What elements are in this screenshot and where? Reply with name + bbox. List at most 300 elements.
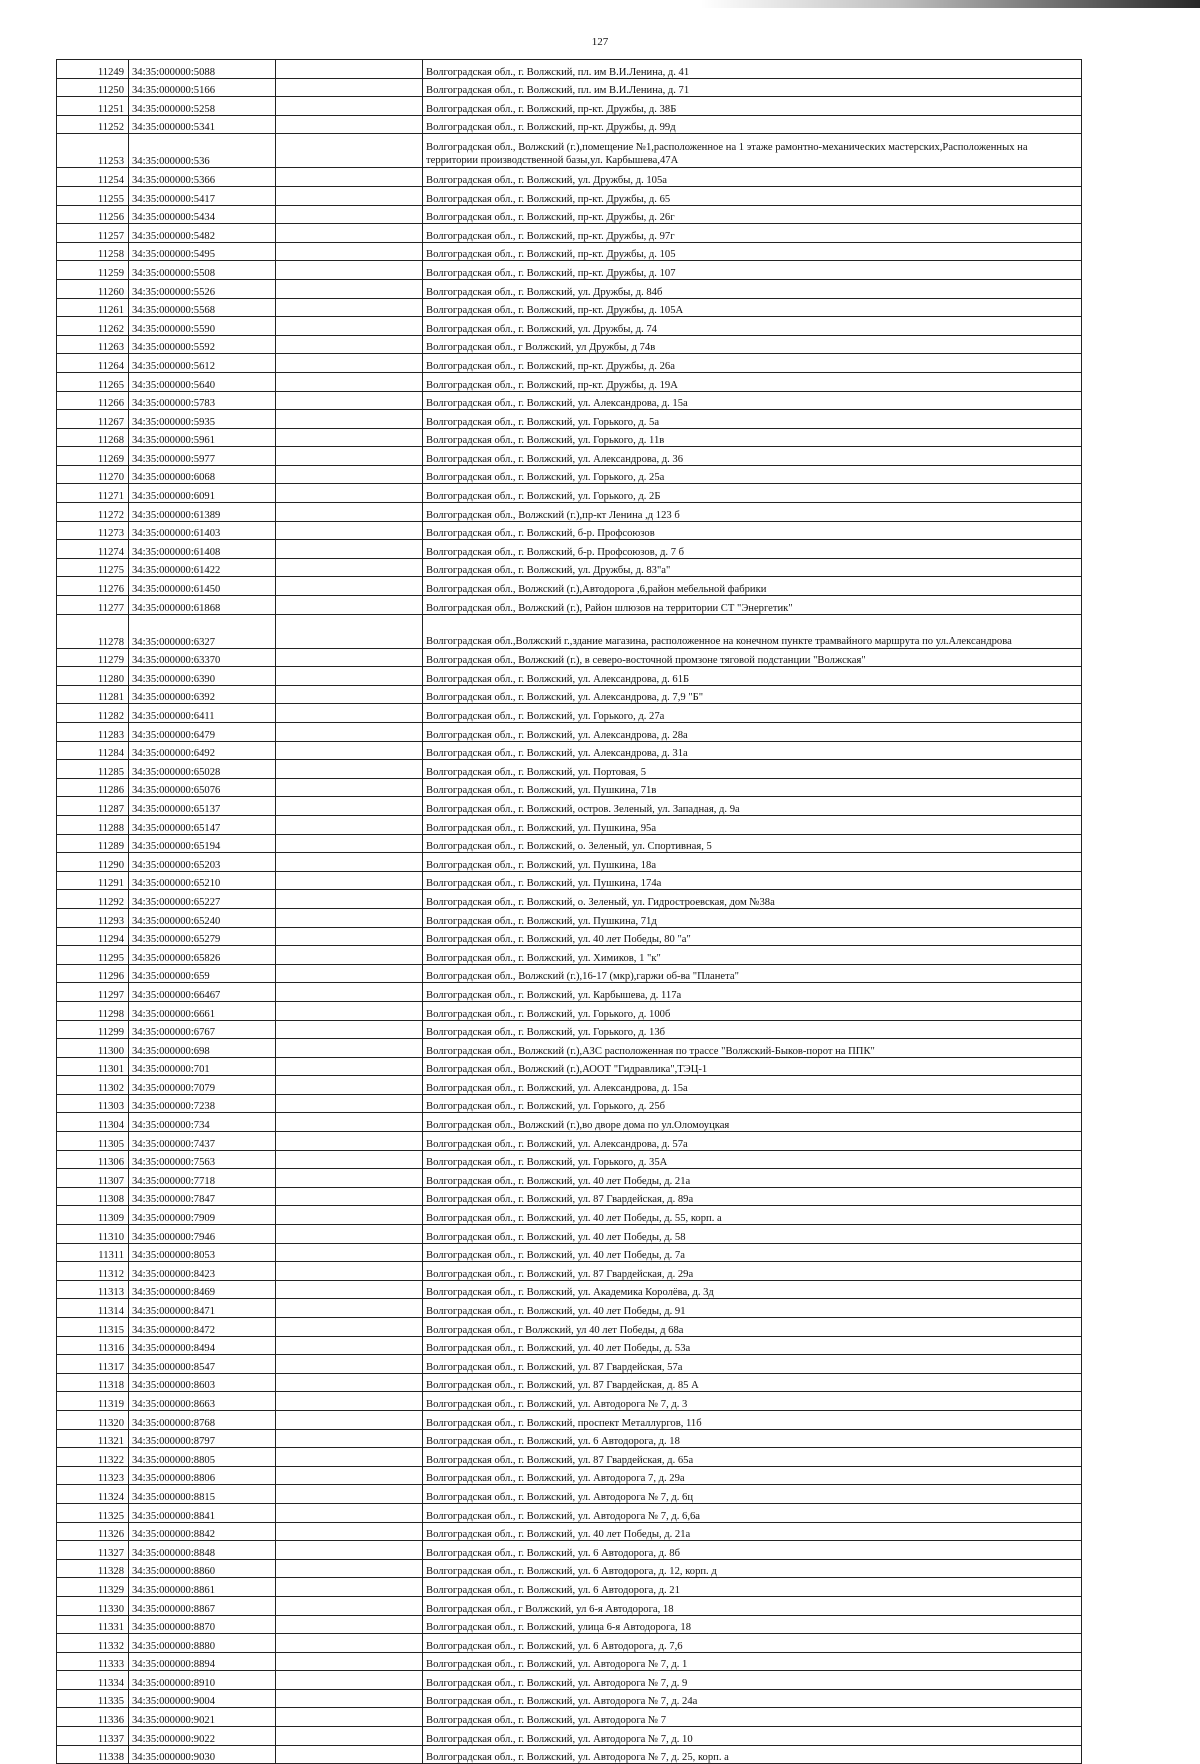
address: Волгоградская обл., г. Волжский, ул. Автодорога № 7, д. 9 — [423, 1671, 1082, 1690]
address: Волгоградская обл., г. Волжский, б-р. Профсоюзов, д. 7 б — [423, 540, 1082, 559]
address: Волгоградская обл., г. Волжский, пр-кт. Дружбы, д. 19А — [423, 372, 1082, 391]
cadastral-number: 34:35:000000:8815 — [129, 1485, 276, 1504]
row-number: 11266 — [57, 391, 129, 410]
address: Волгоградская обл., г. Волжский, ул. Автодорога 7, д. 29а — [423, 1466, 1082, 1485]
table-row — [57, 484, 1082, 503]
row-number: 11337 — [57, 1727, 129, 1746]
row-number: 11295 — [57, 946, 129, 965]
address: Волгоградская обл., г. Волжский, ул. Дружбы, д. 83"а" — [423, 558, 1082, 577]
row-number: 11274 — [57, 540, 129, 559]
cadastral-number: 34:35:000000:8805 — [129, 1448, 276, 1467]
empty-cell — [276, 134, 423, 168]
cadastral-number: 34:35:000000:8494 — [129, 1336, 276, 1355]
row-number: 11283 — [57, 723, 129, 742]
cadastral-number: 34:35:000000:6327 — [129, 614, 276, 648]
empty-cell — [276, 1206, 423, 1225]
empty-cell — [276, 685, 423, 704]
address: Волгоградская обл., г. Волжский, ул. Горького, д. 13б — [423, 1020, 1082, 1039]
property-registry-table — [56, 59, 1082, 1764]
table-row — [57, 853, 1082, 872]
row-number: 11291 — [57, 871, 129, 890]
row-number: 11289 — [57, 834, 129, 853]
cadastral-number: 34:35:000000:7563 — [129, 1150, 276, 1169]
table-row — [57, 1634, 1082, 1653]
cadastral-number: 34:35:000000:6661 — [129, 1001, 276, 1020]
cadastral-number: 34:35:000000:5258 — [129, 97, 276, 116]
address: Волгоградская обл., г. Волжский, ул. Автодорога № 7 — [423, 1708, 1082, 1727]
empty-cell — [276, 558, 423, 577]
row-number: 11301 — [57, 1057, 129, 1076]
table-row — [57, 335, 1082, 354]
scan-edge-streak — [700, 0, 1200, 8]
cadastral-number: 34:35:000000:9021 — [129, 1708, 276, 1727]
cadastral-number: 34:35:000000:5640 — [129, 372, 276, 391]
cadastral-number: 34:35:000000:5434 — [129, 205, 276, 224]
address: Волгоградская обл., г. Волжский, ул. Александрова, д. 28а — [423, 723, 1082, 742]
address: Волгоградская обл., г. Волжский, проспект Металлургов, 11б — [423, 1410, 1082, 1429]
empty-cell — [276, 1466, 423, 1485]
cadastral-number: 34:35:000000:65203 — [129, 853, 276, 872]
cadastral-number: 34:35:000000:65826 — [129, 946, 276, 965]
cadastral-number: 34:35:000000:5590 — [129, 317, 276, 336]
table-row — [57, 760, 1082, 779]
cadastral-number: 34:35:000000:9030 — [129, 1745, 276, 1764]
address: Волгоградская обл., г. Волжский, пл. им В.И.Ленина, д. 41 — [423, 60, 1082, 79]
table-row — [57, 1410, 1082, 1429]
row-number: 11297 — [57, 983, 129, 1002]
cadastral-number: 34:35:000000:698 — [129, 1039, 276, 1058]
address: Волгоградская обл., г. Волжский, ул. Автодорога № 7, д. 24а — [423, 1689, 1082, 1708]
empty-cell — [276, 1355, 423, 1374]
row-number: 11298 — [57, 1001, 129, 1020]
address: Волгоградская обл., г. Волжский, ул. 87 Гвардейская, 57а — [423, 1355, 1082, 1374]
row-number: 11327 — [57, 1541, 129, 1560]
table-row — [57, 168, 1082, 187]
table-row — [57, 1001, 1082, 1020]
table-row — [57, 1280, 1082, 1299]
cadastral-number: 34:35:000000:8841 — [129, 1503, 276, 1522]
cadastral-number: 34:35:000000:5961 — [129, 428, 276, 447]
table-row — [57, 964, 1082, 983]
table-row — [57, 354, 1082, 373]
row-number: 11284 — [57, 741, 129, 760]
table-row — [57, 317, 1082, 336]
cadastral-number: 34:35:000000:5592 — [129, 335, 276, 354]
empty-cell — [276, 1708, 423, 1727]
cadastral-number: 34:35:000000:701 — [129, 1057, 276, 1076]
row-number: 11275 — [57, 558, 129, 577]
address: Волгоградская обл., г. Волжский, ул. 87 Гвардейская, д. 65а — [423, 1448, 1082, 1467]
row-number: 11280 — [57, 667, 129, 686]
table-row — [57, 927, 1082, 946]
empty-cell — [276, 1671, 423, 1690]
row-number: 11255 — [57, 186, 129, 205]
empty-cell — [276, 908, 423, 927]
empty-cell — [276, 372, 423, 391]
empty-cell — [276, 503, 423, 522]
table-row — [57, 778, 1082, 797]
address: Волгоградская обл., г. Волжский, ул. Автодорога № 7, д. 3 — [423, 1392, 1082, 1411]
address: Волгоградская обл., г. Волжский, ул. Горького, д. 25а — [423, 465, 1082, 484]
address: Волгоградская обл., г. Волжский, пр-кт. Дружбы, д. 105А — [423, 298, 1082, 317]
row-number: 11294 — [57, 927, 129, 946]
address: Волгоградская обл., г. Волжский, ул. 40 лет Победы, д. 91 — [423, 1299, 1082, 1318]
empty-cell — [276, 115, 423, 134]
empty-cell — [276, 1522, 423, 1541]
cadastral-number: 34:35:000000:65137 — [129, 797, 276, 816]
row-number: 11278 — [57, 614, 129, 648]
cadastral-number: 34:35:000000:65147 — [129, 815, 276, 834]
row-number: 11267 — [57, 410, 129, 429]
empty-cell — [276, 261, 423, 280]
table-row — [57, 1559, 1082, 1578]
cadastral-number: 34:35:000000:7946 — [129, 1225, 276, 1244]
table-row — [57, 503, 1082, 522]
empty-cell — [276, 410, 423, 429]
address: Волгоградская обл., г. Волжский, б-р. Профсоюзов — [423, 521, 1082, 540]
address: Волгоградская обл., г. Волжский, ул. 6 Автодорога, д. 8б — [423, 1541, 1082, 1560]
empty-cell — [276, 1113, 423, 1132]
empty-cell — [276, 1596, 423, 1615]
row-number: 11258 — [57, 242, 129, 261]
address: Волгоградская обл., г Волжский, ул 40 лет Победы, д 68а — [423, 1318, 1082, 1337]
empty-cell — [276, 205, 423, 224]
row-number: 11273 — [57, 521, 129, 540]
table-row — [57, 704, 1082, 723]
row-number: 11252 — [57, 115, 129, 134]
address: Волгоградская обл., г. Волжский, ул. Горького, д. 100б — [423, 1001, 1082, 1020]
row-number: 11326 — [57, 1522, 129, 1541]
table-row — [57, 1429, 1082, 1448]
empty-cell — [276, 760, 423, 779]
row-number: 11309 — [57, 1206, 129, 1225]
address: Волгоградская обл., г. Волжский, ул. Автодорога № 7, д. 25, корп. а — [423, 1745, 1082, 1764]
table-row — [57, 648, 1082, 667]
empty-cell — [276, 723, 423, 742]
cadastral-number: 34:35:000000:6767 — [129, 1020, 276, 1039]
table-row — [57, 946, 1082, 965]
empty-cell — [276, 484, 423, 503]
row-number: 11254 — [57, 168, 129, 187]
cadastral-number: 34:35:000000:66467 — [129, 983, 276, 1002]
address: Волгоградская обл., г. Волжский, пл. им В.И.Ленина, д. 71 — [423, 78, 1082, 97]
cadastral-number: 34:35:000000:65194 — [129, 834, 276, 853]
table-row — [57, 1615, 1082, 1634]
empty-cell — [276, 596, 423, 615]
row-number: 11292 — [57, 890, 129, 909]
row-number: 11313 — [57, 1280, 129, 1299]
row-number: 11268 — [57, 428, 129, 447]
row-number: 11304 — [57, 1113, 129, 1132]
cadastral-number: 34:35:000000:536 — [129, 134, 276, 168]
address: Волгоградская обл., г. Волжский, ул. Карбышева, д. 117а — [423, 983, 1082, 1002]
row-number: 11322 — [57, 1448, 129, 1467]
row-number: 11287 — [57, 797, 129, 816]
address: Волгоградская обл., Волжский (г.),АЗС расположенная по трассе "Волжский-Быков-порот на ППК" — [423, 1039, 1082, 1058]
empty-cell — [276, 465, 423, 484]
address: Волгоградская обл., г. Волжский, ул. Александрова, д. 15а — [423, 391, 1082, 410]
cadastral-number: 34:35:000000:5508 — [129, 261, 276, 280]
address: Волгоградская обл., г. Волжский, пр-кт. Дружбы, д. 105 — [423, 242, 1082, 261]
cadastral-number: 34:35:000000:5526 — [129, 279, 276, 298]
row-number: 11338 — [57, 1745, 129, 1764]
empty-cell — [276, 853, 423, 872]
address: Волгоградская обл., г. Волжский, пр-кт. Дружбы, д. 65 — [423, 186, 1082, 205]
cadastral-number: 34:35:000000:65076 — [129, 778, 276, 797]
row-number: 11260 — [57, 279, 129, 298]
address: Волгоградская обл., г. Волжский, ул. Горького, д. 5а — [423, 410, 1082, 429]
address: Волгоградская обл., г. Волжский, ул. Химиков, 1 "к" — [423, 946, 1082, 965]
empty-cell — [276, 1150, 423, 1169]
cadastral-number: 34:35:000000:7718 — [129, 1169, 276, 1188]
cadastral-number: 34:35:000000:65279 — [129, 927, 276, 946]
address: Волгоградская обл., Волжский (г.),помещение №1,расположенное на 1 этаже рамонтно-механических мастерских,Расположенных на территории производственной базы,ул. Карбышева,47А — [423, 134, 1082, 168]
address: Волгоградская обл., г. Волжский, ул. Академика Королёва, д. 3д — [423, 1280, 1082, 1299]
registry-body — [57, 60, 1082, 1764]
table-row — [57, 815, 1082, 834]
cadastral-number: 34:35:000000:6068 — [129, 465, 276, 484]
empty-cell — [276, 1262, 423, 1281]
address: Волгоградская обл., г. Волжский, ул. Пушкина, 18а — [423, 853, 1082, 872]
address: Волгоградская обл., г Волжский, ул Дружбы, д 74в — [423, 335, 1082, 354]
cadastral-number: 34:35:000000:7847 — [129, 1187, 276, 1206]
table-row — [57, 723, 1082, 742]
table-row — [57, 1541, 1082, 1560]
empty-cell — [276, 1076, 423, 1095]
page-number: 127 — [591, 36, 609, 48]
address: Волгоградская обл., г. Волжский, ул. Горького, д. 2Б — [423, 484, 1082, 503]
row-number: 11308 — [57, 1187, 129, 1206]
row-number: 11250 — [57, 78, 129, 97]
cadastral-number: 34:35:000000:61450 — [129, 577, 276, 596]
table-row — [57, 1187, 1082, 1206]
cadastral-number: 34:35:000000:5783 — [129, 391, 276, 410]
cadastral-number: 34:35:000000:61389 — [129, 503, 276, 522]
empty-cell — [276, 1299, 423, 1318]
address: Волгоградская обл., г. Волжский, пр-кт. Дружбы, д. 38Б — [423, 97, 1082, 116]
empty-cell — [276, 97, 423, 116]
empty-cell — [276, 354, 423, 373]
table-row — [57, 983, 1082, 1002]
row-number: 11276 — [57, 577, 129, 596]
table-row — [57, 1596, 1082, 1615]
cadastral-number: 34:35:000000:5495 — [129, 242, 276, 261]
empty-cell — [276, 704, 423, 723]
table-row — [57, 1262, 1082, 1281]
cadastral-number: 34:35:000000:5977 — [129, 447, 276, 466]
address: Волгоградская обл., Волжский (г.),пр-кт Ленина ,д 123 б — [423, 503, 1082, 522]
address: Волгоградская обл., г. Волжский, ул. Александрова, д. 61Б — [423, 667, 1082, 686]
empty-cell — [276, 1485, 423, 1504]
row-number: 11299 — [57, 1020, 129, 1039]
address: Волгоградская обл., г. Волжский, ул. 40 лет Победы, д. 55, корп. а — [423, 1206, 1082, 1225]
table-row — [57, 1522, 1082, 1541]
table-row — [57, 797, 1082, 816]
cadastral-number: 34:35:000000:8861 — [129, 1578, 276, 1597]
address: Волгоградская обл., г. Волжский, ул. 87 Гвардейская, д. 29а — [423, 1262, 1082, 1281]
row-number: 11321 — [57, 1429, 129, 1448]
empty-cell — [276, 1318, 423, 1337]
row-number: 11269 — [57, 447, 129, 466]
row-number: 11272 — [57, 503, 129, 522]
address: Волгоградская обл., г. Волжский, ул. Дружбы, д. 84б — [423, 279, 1082, 298]
empty-cell — [276, 298, 423, 317]
empty-cell — [276, 391, 423, 410]
address: Волгоградская обл., г. Волжский, ул. 40 лет Победы, д. 58 — [423, 1225, 1082, 1244]
address: Волгоградская обл., г. Волжский, ул. 40 лет Победы, д. 53а — [423, 1336, 1082, 1355]
row-number: 11302 — [57, 1076, 129, 1095]
table-row — [57, 1243, 1082, 1262]
table-row — [57, 1745, 1082, 1764]
empty-cell — [276, 927, 423, 946]
address: Волгоградская обл., г. Волжский, пр-кт. Дружбы, д. 26а — [423, 354, 1082, 373]
cadastral-number: 34:35:000000:7437 — [129, 1132, 276, 1151]
address: Волгоградская обл., г. Волжский, ул. 40 лет Победы, д. 7а — [423, 1243, 1082, 1262]
empty-cell — [276, 335, 423, 354]
row-number: 11318 — [57, 1373, 129, 1392]
empty-cell — [276, 964, 423, 983]
table-row — [57, 834, 1082, 853]
cadastral-number: 34:35:000000:6479 — [129, 723, 276, 742]
row-number: 11262 — [57, 317, 129, 336]
cadastral-number: 34:35:000000:7079 — [129, 1076, 276, 1095]
row-number: 11317 — [57, 1355, 129, 1374]
row-number: 11311 — [57, 1243, 129, 1262]
cadastral-number: 34:35:000000:8423 — [129, 1262, 276, 1281]
table-row — [57, 540, 1082, 559]
table-row — [57, 1578, 1082, 1597]
address: Волгоградская обл., г. Волжский, о. Зеленый, ул. Гидростроевская, дом №38а — [423, 890, 1082, 909]
cadastral-number: 34:35:000000:8860 — [129, 1559, 276, 1578]
cadastral-number: 34:35:000000:5612 — [129, 354, 276, 373]
cadastral-number: 34:35:000000:61868 — [129, 596, 276, 615]
empty-cell — [276, 186, 423, 205]
table-row — [57, 1355, 1082, 1374]
table-row — [57, 465, 1082, 484]
table-row — [57, 1671, 1082, 1690]
row-number: 11259 — [57, 261, 129, 280]
empty-cell — [276, 1745, 423, 1764]
row-number: 11271 — [57, 484, 129, 503]
row-number: 11316 — [57, 1336, 129, 1355]
cadastral-number: 34:35:000000:6411 — [129, 704, 276, 723]
cadastral-number: 34:35:000000:8848 — [129, 1541, 276, 1560]
address: Волгоградская обл., г. Волжский, ул. Пушкина, 95а — [423, 815, 1082, 834]
cadastral-number: 34:35:000000:8469 — [129, 1280, 276, 1299]
empty-cell — [276, 667, 423, 686]
empty-cell — [276, 1094, 423, 1113]
address: Волгоградская обл., г. Волжский, ул. 40 лет Победы, д. 21а — [423, 1522, 1082, 1541]
table-row — [57, 1132, 1082, 1151]
empty-cell — [276, 946, 423, 965]
empty-cell — [276, 540, 423, 559]
address: Волгоградская обл., г. Волжский, ул. 87 Гвардейская, д. 89а — [423, 1187, 1082, 1206]
table-row — [57, 871, 1082, 890]
row-number: 11314 — [57, 1299, 129, 1318]
row-number: 11325 — [57, 1503, 129, 1522]
cadastral-number: 34:35:000000:8870 — [129, 1615, 276, 1634]
table-row — [57, 97, 1082, 116]
table-row — [57, 1020, 1082, 1039]
empty-cell — [276, 521, 423, 540]
address: Волгоградская обл., г. Волжский, пр-кт. Дружбы, д. 107 — [423, 261, 1082, 280]
table-row — [57, 890, 1082, 909]
cadastral-number: 34:35:000000:8471 — [129, 1299, 276, 1318]
empty-cell — [276, 983, 423, 1002]
address: Волгоградская обл., г. Волжский, о. Зеленый, ул. Спортивная, 5 — [423, 834, 1082, 853]
address: Волгоградская обл., г. Волжский, ул. Автодорога № 7, д. 6,6а — [423, 1503, 1082, 1522]
address: Волгоградская обл., г. Волжский, ул. Автодорога № 7, д. 6ц — [423, 1485, 1082, 1504]
row-number: 11329 — [57, 1578, 129, 1597]
empty-cell — [276, 1039, 423, 1058]
cadastral-number: 34:35:000000:6392 — [129, 685, 276, 704]
table-row — [57, 261, 1082, 280]
cadastral-number: 34:35:000000:5417 — [129, 186, 276, 205]
empty-cell — [276, 428, 423, 447]
row-number: 11336 — [57, 1708, 129, 1727]
table-row — [57, 685, 1082, 704]
row-number: 11312 — [57, 1262, 129, 1281]
empty-cell — [276, 1541, 423, 1560]
cadastral-number: 34:35:000000:659 — [129, 964, 276, 983]
row-number: 11253 — [57, 134, 129, 168]
row-number: 11328 — [57, 1559, 129, 1578]
cadastral-number: 34:35:000000:8603 — [129, 1373, 276, 1392]
cadastral-number: 34:35:000000:5482 — [129, 224, 276, 243]
row-number: 11296 — [57, 964, 129, 983]
cadastral-number: 34:35:000000:8880 — [129, 1634, 276, 1653]
table-row — [57, 1169, 1082, 1188]
table-row — [57, 614, 1082, 648]
address: Волгоградская обл., г. Волжский, остров. Зеленый, ул. Западная, д. 9а — [423, 797, 1082, 816]
address: Волгоградская обл., г. Волжский, ул. Портовая, 5 — [423, 760, 1082, 779]
row-number: 11281 — [57, 685, 129, 704]
cadastral-number: 34:35:000000:5166 — [129, 78, 276, 97]
empty-cell — [276, 78, 423, 97]
address: Волгоградская обл., г. Волжский, ул. Автодорога № 7, д. 1 — [423, 1652, 1082, 1671]
cadastral-number: 34:35:000000:65227 — [129, 890, 276, 909]
empty-cell — [276, 1652, 423, 1671]
row-number: 11293 — [57, 908, 129, 927]
table-row — [57, 558, 1082, 577]
row-number: 11263 — [57, 335, 129, 354]
table-row — [57, 908, 1082, 927]
table-row — [57, 1466, 1082, 1485]
empty-cell — [276, 1187, 423, 1206]
table-row — [57, 1652, 1082, 1671]
table-row — [57, 1094, 1082, 1113]
empty-cell — [276, 871, 423, 890]
row-number: 11315 — [57, 1318, 129, 1337]
row-number: 11303 — [57, 1094, 129, 1113]
cadastral-number: 34:35:000000:65028 — [129, 760, 276, 779]
row-number: 11290 — [57, 853, 129, 872]
cadastral-number: 34:35:000000:9004 — [129, 1689, 276, 1708]
table-row — [57, 1318, 1082, 1337]
table-row — [57, 224, 1082, 243]
empty-cell — [276, 1727, 423, 1746]
address: Волгоградская обл., г. Волжский, ул. Александрова, д. 7,9 "Б" — [423, 685, 1082, 704]
cadastral-number: 34:35:000000:8867 — [129, 1596, 276, 1615]
table-row — [57, 667, 1082, 686]
row-number: 11277 — [57, 596, 129, 615]
empty-cell — [276, 1132, 423, 1151]
address: Волгоградская обл., г. Волжский, ул. Горького, д. 27а — [423, 704, 1082, 723]
address: Волгоградская обл., г. Волжский, улица 6-я Автодорога, 18 — [423, 1615, 1082, 1634]
table-row — [57, 1225, 1082, 1244]
empty-cell — [276, 1280, 423, 1299]
cadastral-number: 34:35:000000:8053 — [129, 1243, 276, 1262]
